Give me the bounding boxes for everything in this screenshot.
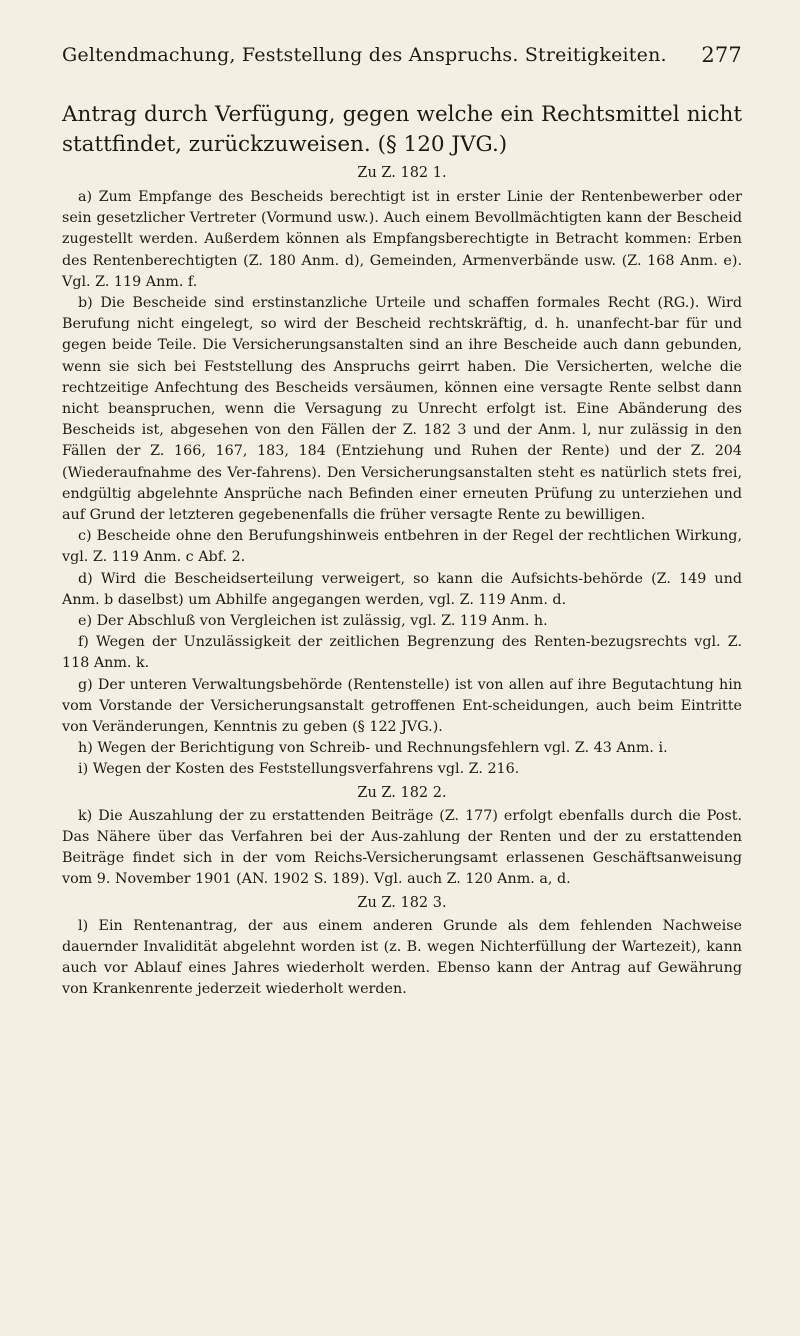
paragraph-c: c) Bescheide ohne den Berufungshinweis entbehren in der Regel der rechtlichen Wirkung, vgl. Z. 119 Anm. c Abf. 2. — [62, 528, 742, 566]
page-body — [62, 100, 742, 1000]
paragraph-l: l) Ein Rentenantrag, der aus einem anderen Grunde als dem fehlenden Nachweise dauernder Invalidität abgelehnt worden ist (z. B. wegen Nichterfüllung der Wartezeit), kann auch vor Ablauf eines Jahres wiederholt werden. Ebenso kann der Antrag auf Gewährung von Krankenrente jederzeit wiederholt werden. — [62, 917, 742, 998]
paragraph-b: b) Die Bescheide sind erstinstanzliche Urteile und schaffen formales Recht (RG.). Wird Berufung nicht eingelegt, so wird der Bescheid rechtskräftig, d. h. unanfecht-bar für und gegen beide Teile. Die Versicherungsanstalten sind an ihre Bescheide auch dann gebunden, wenn sie sich bei Feststellung des Anspruchs geirrt haben. Die Versicherten, welche die rechtzeitige Anfechtung des Bescheids versäumen, können eine versagte Rente selbst dann nicht beanspruchen, wenn die Versagung zu Unrecht erfolgt ist. Eine Abänderung des Bescheids ist, abgesehen von den Fällen der Z. 182 3 und der Anm. l, nur zulässig in den Fällen der Z. 166, 167, 183, 184 (Entziehung und Ruhen der Rente) und der Z. 204 (Wiederaufnahme des Ver-fahrens). Den Versicherungsanstalten steht es natürlich stets frei, endgültig abgelehnte Ansprüche nach Befinden einer erneuten Prüfung zu unterziehen und auf Grund der letzteren gegebenenfalls die früher versagte Rente zu bewilligen. — [62, 295, 742, 524]
intro-paragraph: Antrag durch Verfügung, gegen welche ein Rechtsmittel nicht stattfindet, zurückzuweisen. (§ 120 JVG.) — [62, 102, 742, 157]
section-reference: Zu Z. 182 3. — [357, 894, 447, 911]
paragraph-i: i) Wegen der Kosten des Feststellungsverfahrens vgl. Z. 216. — [78, 761, 520, 778]
running-head — [62, 44, 742, 74]
running-head-title: Geltendmachung, Feststellung des Anspruchs. Streitigkeiten. — [62, 44, 667, 66]
paragraph-k: k) Die Auszahlung der zu erstattenden Beiträge (Z. 177) erfolgt ebenfalls durch die Post. Das Nähere über das Verfahren bei der Aus-zahlung der Renten und der zu erstattenden Beiträge findet sich in der vom Reichs-Versicherungsamt erlassenen Geschäftsanweisung vom 9. November 1901 (AN. 1902 S. 189). Vgl. auch Z. 120 Anm. a, d. — [62, 807, 742, 888]
section-reference: Zu Z. 182 1. — [357, 165, 447, 181]
paragraph-h: h) Wegen der Berichtigung von Schreib- und Rechnungsfehlern vgl. Z. 43 Anm. i. — [78, 740, 668, 757]
paragraph-d: d) Wird die Bescheidserteilung verweigert, so kann die Aufsichts-behörde (Z. 149 und Anm. b daselbst) um Abhilfe angegangen werden, vgl. Z. 119 Anm. d. — [62, 570, 742, 608]
paragraph-g: g) Der unteren Verwaltungsbehörde (Rentenstelle) ist von allen auf ihre Begutachtung hin vom Vorstande der Versicherungsanstalt getroffenen Ent-scheidungen, auch beim Eintritte von Veränderungen, Kenntnis zu geben (§ 122 JVG.). — [62, 676, 742, 736]
page-number: 277 — [701, 43, 742, 67]
paragraph-e: e) Der Abschluß von Vergleichen ist zulässig, vgl. Z. 119 Anm. h. — [78, 613, 548, 630]
paragraph-f: f) Wegen der Unzulässigkeit der zeitlichen Begrenzung des Renten-bezugsrechts vgl. Z. 118 Anm. k. — [62, 634, 742, 672]
paragraph-a: a) Zum Empfange des Bescheids berechtigt ist in erster Linie der Rentenbewerber oder sein gesetzlicher Vertreter (Vormund usw.). Auch einem Bevollmächtigten kann der Bescheid zugestellt werden. Außerdem können als Empfangsberechtigte in Betracht kommen: Erben des Rentenberechtigten (Z. 180 Anm. d), Gemeinden, Armenverbände usw. (Z. 168 Anm. e). Vgl. Z. 119 Anm. f. — [62, 189, 742, 290]
section-reference: Zu Z. 182 2. — [357, 784, 447, 801]
